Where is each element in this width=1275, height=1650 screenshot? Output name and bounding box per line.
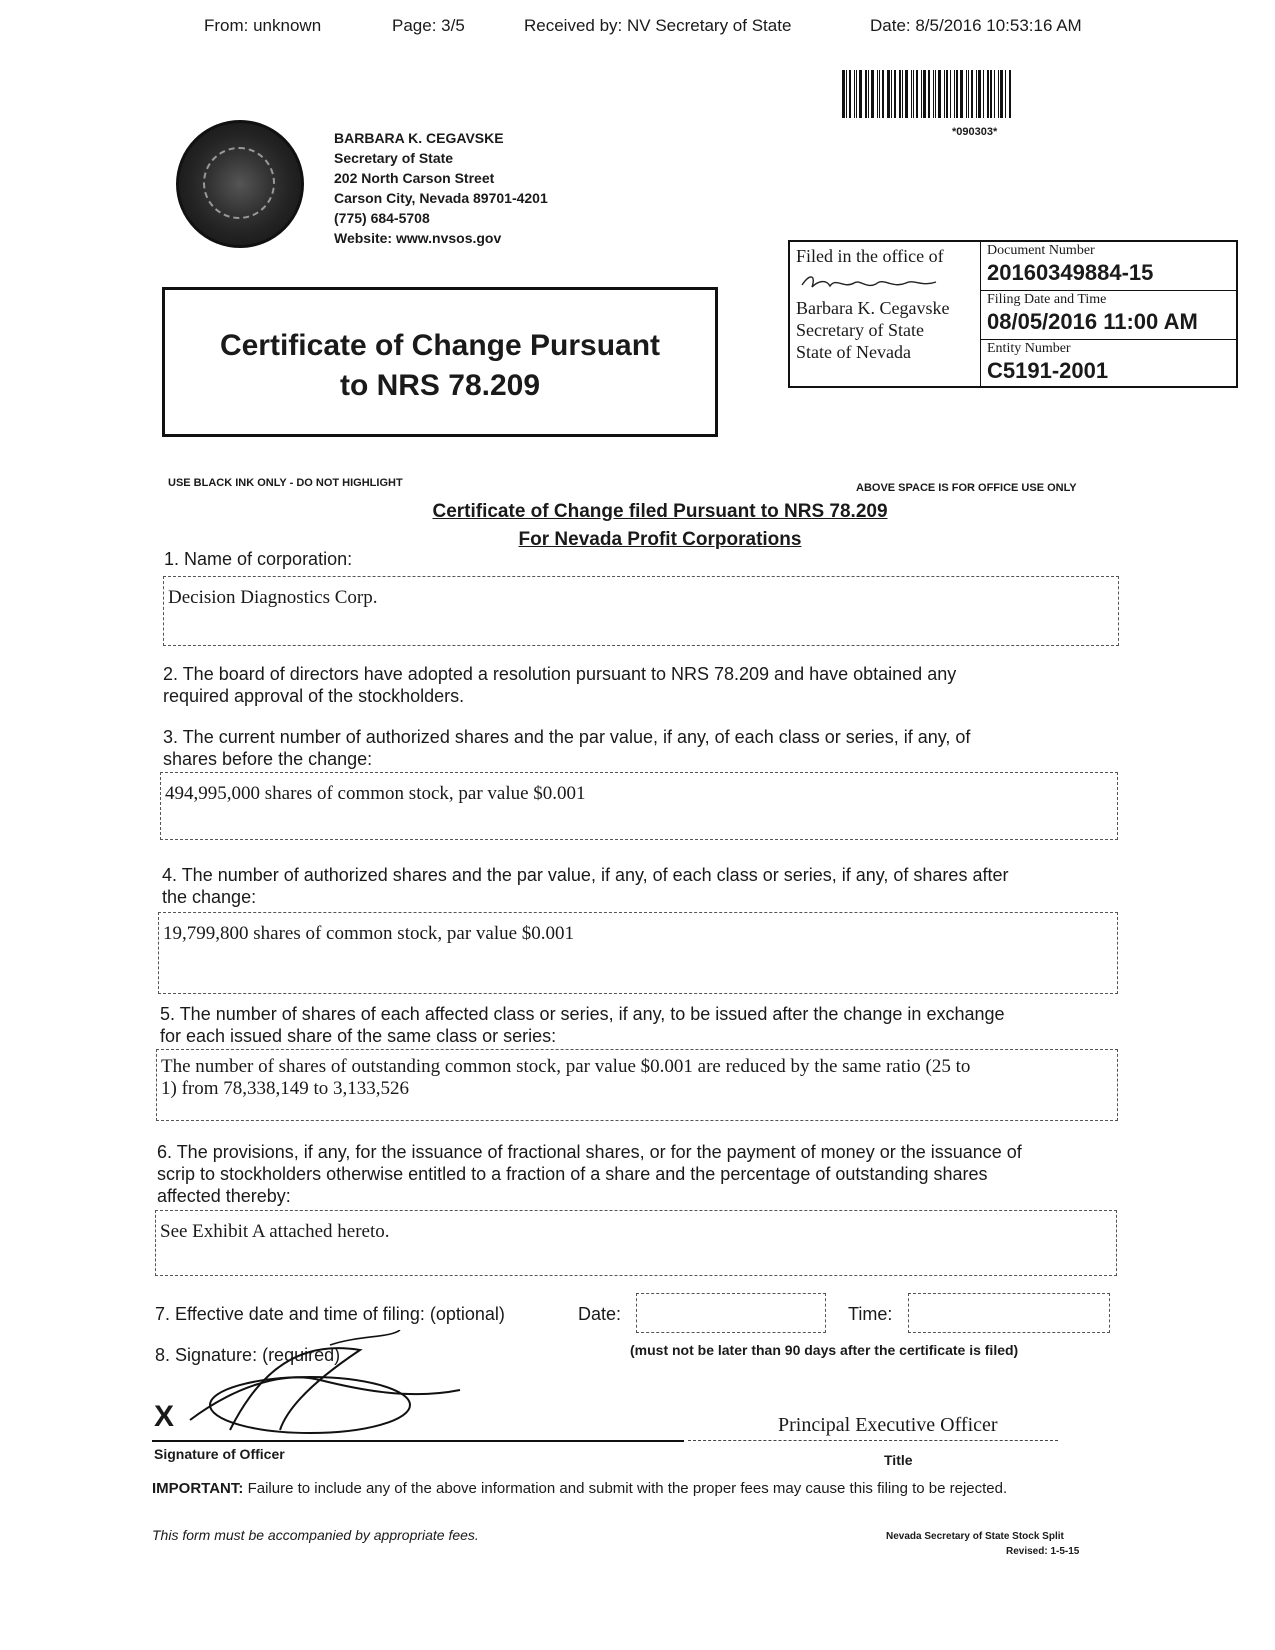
secretary-name: Barbara K. Cegavske (796, 298, 950, 318)
item1-question: 1. Name of corporation: (164, 549, 353, 569)
effective-date-input[interactable] (636, 1293, 826, 1333)
barcode-bar (899, 70, 901, 118)
barcode-bar (887, 70, 890, 118)
fax-from: From: unknown (204, 16, 322, 35)
item5-line1: 5. The number of shares of each affected class or series, if any, to be issued after the change in exchange (160, 1004, 1005, 1024)
secretary-signature (796, 267, 966, 297)
barcode-bar (868, 70, 869, 118)
item5-answer-box[interactable] (156, 1049, 1118, 1121)
barcode-bar (882, 70, 884, 118)
barcode-bar (990, 70, 992, 118)
item5-answer-line1: The number of shares of outstanding common stock, par value $0.001 are reduced by the same ratio (25 to (161, 1056, 971, 1077)
barcode (842, 70, 1106, 118)
title-label: Title (884, 1452, 913, 1468)
fax-date: Date: 8/5/2016 10:53:16 AM (870, 16, 1082, 35)
item7-date-label: Date: (578, 1304, 622, 1324)
office-phone: (775) 684-5708 (334, 210, 430, 226)
form-name: Nevada Secretary of State Stock Split (886, 1531, 1064, 1542)
barcode-bar (968, 70, 969, 118)
item7-note: (must not be later than 90 days after the certificate is filed) (630, 1342, 1019, 1358)
item4-line1: 4. The number of authorized shares and the par value, if any, of each class or series, if any, of shares after (162, 865, 1009, 885)
office-city: Carson City, Nevada 89701-4201 (334, 190, 548, 206)
signature-line (152, 1440, 684, 1442)
document-number-label: Document Number (987, 243, 1095, 258)
barcode-bar (846, 70, 847, 118)
barcode-bar (905, 70, 908, 118)
barcode-bar (983, 70, 984, 118)
barcode-bar (950, 70, 951, 118)
form-title-line2: to NRS 78.209 (339, 369, 541, 402)
officer-signature (170, 1330, 470, 1440)
nevada-state-seal (176, 120, 304, 248)
barcode-bar (921, 70, 922, 118)
barcode-bar (971, 70, 973, 118)
filing-date: 08/05/2016 11:00 AM (987, 309, 1198, 334)
item3-line2: shares before the change: (163, 749, 373, 769)
barcode-bar (879, 70, 880, 118)
shares-after-change: 19,799,800 shares of common stock, par value $0.001 (163, 923, 575, 944)
fax-page: Page: 3/5 (392, 16, 465, 35)
signature-of-officer-label: Signature of Officer (154, 1446, 285, 1462)
barcode-bar (916, 70, 918, 118)
barcode-bar (933, 70, 934, 118)
important-notice (152, 1480, 1007, 1497)
form-title-box (162, 287, 718, 437)
document-number-cell (981, 242, 1237, 291)
barcode-bar (877, 70, 878, 118)
office-website: Website: www.nvsos.gov (334, 230, 502, 246)
item7-question: 7. Effective date and time of filing: (optional) (155, 1304, 505, 1324)
item4-answer-box[interactable] (158, 912, 1118, 994)
barcode-bar (987, 70, 989, 118)
barcode-bar (923, 70, 926, 118)
item6-line2: scrip to stockholders otherwise entitled to a fraction of a share and the percentage of outstanding shares (157, 1164, 988, 1184)
state-name: State of Nevada (796, 342, 911, 362)
barcode-bar (849, 70, 851, 118)
fax-received-by: Received by: NV Secretary of State (524, 16, 792, 35)
item8-question: 8. Signature: (required) (155, 1345, 341, 1365)
shares-before-change: 494,995,000 shares of common stock, par value $0.001 (165, 783, 586, 804)
item7-time-label: Time: (848, 1304, 893, 1324)
barcode-bar (856, 70, 857, 118)
barcode-bar (1005, 70, 1006, 118)
item5-answer-line2: 1) from 78,338,149 to 3,133,526 (161, 1078, 410, 1099)
office-street: 202 North Carson Street (334, 170, 495, 186)
revised-date: Revised: 1-5-15 (1006, 1546, 1080, 1557)
item6-answer: See Exhibit A attached hereto. (160, 1221, 390, 1242)
barcode-bar (994, 70, 995, 118)
barcode-bar (891, 70, 892, 118)
barcode-bar (928, 70, 930, 118)
item3-answer-box[interactable] (160, 772, 1118, 840)
secretary-of-state-address (334, 128, 548, 248)
barcode-number: *090303* (952, 126, 998, 138)
barcode-bar (854, 70, 855, 118)
form-title-line1: Certificate of Change Pursuant (219, 329, 661, 362)
filing-stamp-box (788, 240, 1238, 388)
barcode-bar (944, 70, 945, 118)
item4-line2: the change: (162, 887, 257, 907)
item3-line1: 3. The current number of authorized shares and the par value, if any, of each class or series, if any, of (163, 727, 971, 747)
office-title: Secretary of State (334, 150, 454, 166)
ink-notice: USE BLACK INK ONLY - DO NOT HIGHLIGHT (168, 477, 403, 489)
barcode-bar (946, 70, 948, 118)
barcode-bar (976, 70, 977, 118)
corporation-name: Decision Diagnostics Corp. (168, 587, 378, 608)
barcode-bar (978, 70, 981, 118)
secretary-title: Secretary of State (796, 320, 924, 340)
barcode-bar (1009, 70, 1011, 118)
barcode-bar (865, 70, 867, 118)
item6-line3: affected thereby: (157, 1186, 291, 1206)
filing-date-cell (981, 291, 1237, 340)
barcode-bar (902, 70, 903, 118)
barcode-bar (998, 70, 999, 118)
filed-office-column (790, 242, 980, 386)
fees-note: This form must be accompanied by appropriate fees. (152, 1527, 479, 1543)
barcode-bar (911, 70, 912, 118)
barcode-bar (935, 70, 936, 118)
important-label: IMPORTANT: (152, 1480, 244, 1497)
title-line (688, 1440, 1058, 1441)
barcode-bar (894, 70, 896, 118)
barcode-bar (871, 70, 874, 118)
barcode-bar (956, 70, 958, 118)
signature-x-mark: X (154, 1400, 175, 1433)
barcode-bar (938, 70, 941, 118)
office-name: BARBARA K. CEGAVSKE (334, 130, 504, 146)
office-use-notice: ABOVE SPACE IS FOR OFFICE USE ONLY (856, 482, 1077, 494)
important-text: Failure to include any of the above information and submit with the proper fees may cause this filing to be rejected. (247, 1480, 1008, 1497)
item1-answer-box[interactable] (163, 576, 1119, 646)
filing-details-column (980, 242, 1237, 386)
effective-time-input[interactable] (908, 1293, 1110, 1333)
barcode-bar (960, 70, 963, 118)
form-heading-line1: Certificate of Change filed Pursuant to NRS 78.209 (432, 501, 888, 522)
entity-number-label: Entity Number (987, 341, 1071, 356)
entity-number-cell (981, 340, 1237, 386)
barcode-bar (842, 70, 845, 118)
barcode-bar (859, 70, 862, 118)
barcode-bar (966, 70, 967, 118)
officer-title: Principal Executive Officer (778, 1414, 998, 1436)
item6-answer-box[interactable] (155, 1210, 1117, 1276)
barcode-bar (954, 70, 955, 118)
barcode-bar (1000, 70, 1003, 118)
form-heading-line2: For Nevada Profit Corporations (518, 529, 802, 550)
entity-number: C5191-2001 (987, 358, 1109, 383)
item6-line1: 6. The provisions, if any, for the issuance of fractional shares, or for the payment of money or the issuance of (157, 1142, 1022, 1162)
item5-line2: for each issued share of the same class or series: (160, 1026, 557, 1046)
filing-date-label: Filing Date and Time (987, 292, 1107, 307)
barcode-bar (913, 70, 914, 118)
item2-line2: required approval of the stockholders. (163, 686, 465, 706)
item2-line1: 2. The board of directors have adopted a resolution pursuant to NRS 78.209 and have obtained any (163, 664, 957, 684)
document-number: 20160349884-15 (987, 260, 1154, 285)
filed-in-label: Filed in the office of (796, 246, 944, 266)
